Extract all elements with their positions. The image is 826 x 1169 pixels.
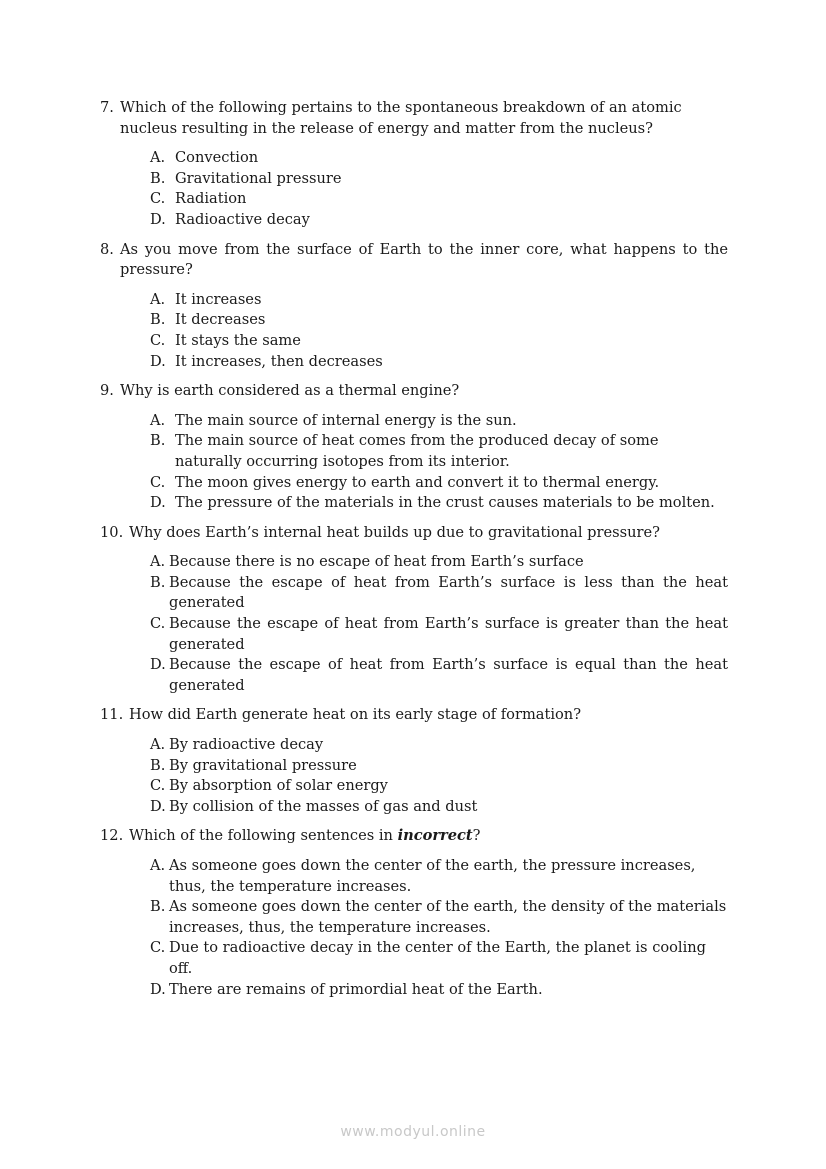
option-b: B. As someone goes down the center of the earth, the density of the materials increases, thus, the temperature increases. bbox=[150, 898, 727, 936]
question-11 bbox=[100, 705, 728, 817]
option-b: B. It decreases bbox=[150, 311, 266, 329]
option-a: A. By radioactive decay bbox=[150, 736, 324, 754]
option-d: D. There are remains of primordial heat of the Earth. bbox=[150, 980, 543, 998]
option-a: A. It increases bbox=[150, 290, 262, 308]
question-stem bbox=[100, 523, 728, 544]
question-text: Why does Earth’s internal heat builds up due to gravitational pressure? bbox=[129, 523, 660, 541]
question-text: How did Earth generate heat on its early stage of formation? bbox=[129, 706, 582, 724]
question-number: 9. bbox=[100, 382, 114, 400]
option-b: B. By gravitational pressure bbox=[150, 756, 357, 774]
option-d: D. It increases, then decreases bbox=[150, 352, 383, 370]
option-b: B. Because the escape of heat from Earth’s surface is less than the heat generated bbox=[150, 573, 728, 612]
option-d: D. By collision of the masses of gas and dust bbox=[150, 797, 478, 815]
question-stem bbox=[100, 381, 728, 402]
option-c: C. Due to radioactive decay in the center of the Earth, the planet is cooling off. bbox=[150, 939, 707, 977]
question-number: 11. bbox=[100, 706, 124, 724]
question-text: Which of the following pertains to the spontaneous breakdown of an atomic nucleus resulting in the release of energy and matter from the nucleus? bbox=[120, 99, 682, 137]
answer-options bbox=[100, 735, 728, 817]
question-number: 7. bbox=[100, 99, 114, 116]
option-c: C. By absorption of solar energy bbox=[150, 777, 388, 795]
question-stem bbox=[100, 705, 728, 726]
question-text: Which of the following sentences in incorrect? bbox=[129, 827, 481, 845]
answer-options bbox=[100, 290, 728, 372]
answer-options bbox=[100, 148, 728, 230]
option-c: C. Because the escape of heat from Earth’s surface is greater than the heat generated bbox=[150, 615, 728, 653]
question-7 bbox=[100, 98, 728, 231]
question-9 bbox=[100, 381, 728, 514]
question-8 bbox=[100, 240, 728, 373]
answer-options bbox=[100, 411, 728, 514]
option-d: D. Radioactive decay bbox=[150, 210, 310, 228]
question-stem bbox=[100, 826, 728, 847]
option-b: B. Gravitational pressure bbox=[150, 169, 342, 187]
option-d: D. Because the escape of heat from Earth’s surface is equal than the heat generated bbox=[150, 656, 728, 694]
option-c: C. It stays the same bbox=[150, 331, 301, 349]
option-b: B. The main source of heat comes from the produced decay of some naturally occurring isotopes from its interior. bbox=[150, 432, 659, 470]
answer-options bbox=[100, 856, 728, 1000]
answer-options bbox=[100, 552, 728, 696]
question-text: As you move from the surface of Earth to the inner core, what happens to the pressure? bbox=[120, 240, 728, 279]
option-a: A. Because there is no escape of heat from Earth’s surface bbox=[150, 553, 584, 571]
emphasized-word: incorrect bbox=[397, 827, 473, 845]
option-c: C. Radiation bbox=[150, 190, 247, 208]
watermark: www.modyul.online bbox=[340, 1124, 486, 1140]
question-text: Why is earth considered as a thermal engine? bbox=[120, 382, 460, 400]
question-number: 12. bbox=[100, 827, 124, 845]
document-page bbox=[100, 98, 728, 1009]
question-stem bbox=[100, 240, 728, 281]
question-12 bbox=[100, 826, 728, 1000]
question-stem bbox=[100, 98, 728, 139]
question-10 bbox=[100, 523, 728, 697]
option-a: A. The main source of internal energy is the sun. bbox=[150, 411, 517, 429]
option-c: C. The moon gives energy to earth and convert it to thermal energy. bbox=[150, 473, 660, 491]
question-number: 8. bbox=[100, 240, 114, 258]
option-a: A. Convection bbox=[150, 149, 259, 167]
question-number: 10. bbox=[100, 523, 124, 541]
option-d: D. The pressure of the materials in the crust causes materials to be molten. bbox=[150, 494, 715, 512]
option-a: A. As someone goes down the center of the earth, the pressure increases, thus, the temperature increases. bbox=[150, 857, 696, 895]
